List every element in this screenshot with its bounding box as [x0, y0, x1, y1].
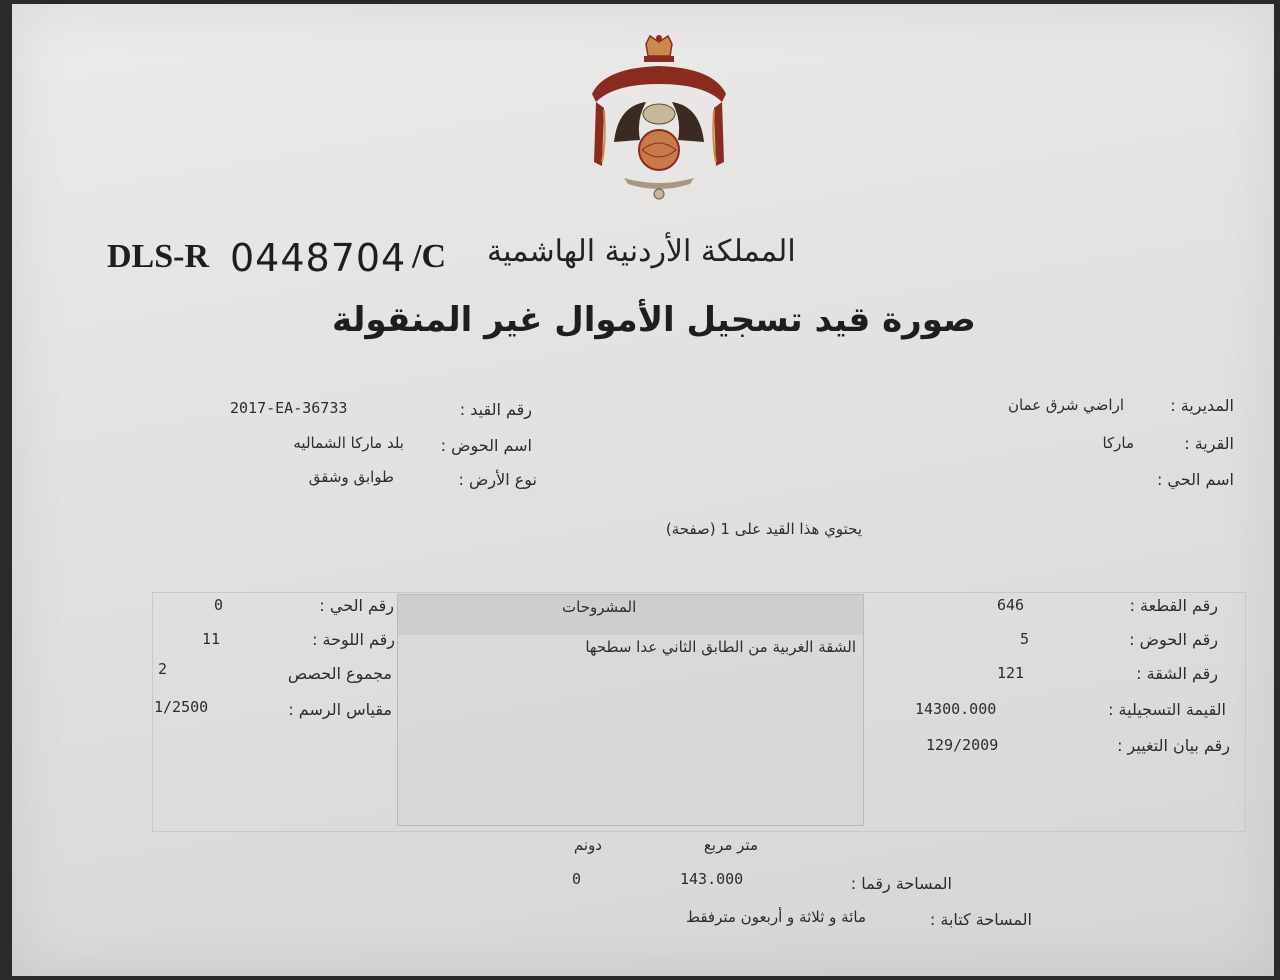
area-sqm-value: 143.000: [680, 870, 744, 888]
directorate-label: المديرية :: [1170, 396, 1234, 415]
remarks-box: [397, 594, 864, 826]
serial-prefix: DLS-R: [107, 238, 210, 275]
land-type-value: طوابق وشقق: [308, 468, 394, 486]
kingdom-name: المملكة الأردنية الهاشمية: [487, 234, 796, 269]
village-label: القرية :: [1184, 434, 1234, 453]
entry-no-label: رقم القيد :: [459, 400, 532, 419]
village-value: ماركا: [1102, 434, 1134, 452]
remarks-text: الشقة الغربية من الطابق الثاني عدا سطحها: [585, 638, 856, 656]
basin-name-label: اسم الحوض :: [440, 436, 532, 455]
area-dunum-value: 0: [572, 870, 582, 888]
page-title: صورة قيد تسجيل الأموال غير المنقولة: [332, 300, 976, 340]
dunum-header: دونم: [573, 836, 602, 854]
serial-suffix: /C: [412, 238, 446, 275]
shares-label: مجموع الحصص: [287, 664, 392, 683]
reg-value-value: 14300.000: [915, 700, 997, 718]
shares-value: 2: [158, 660, 168, 678]
remarks-header: المشروحات: [562, 598, 637, 616]
hay-no-label: رقم الحي :: [319, 596, 394, 615]
entry-no-value: 2017-EA-36733: [230, 399, 348, 417]
sqm-header: متر مربع: [703, 836, 758, 854]
hay-no-value: 0: [214, 596, 224, 614]
basin-no-label: رقم الحوض :: [1129, 630, 1218, 649]
reg-value-label: القيمة التسجيلية :: [1108, 700, 1226, 719]
neighborhood-label: اسم الحي :: [1156, 470, 1234, 489]
apartment-no-value: 121: [997, 664, 1025, 682]
area-written-label: المساحة كتابة :: [929, 910, 1032, 929]
document-sheet: [12, 4, 1274, 976]
board-no-label: رقم اللوحة :: [312, 630, 395, 649]
basin-no-value: 5: [1020, 630, 1030, 648]
plot-no-label: رقم القطعة :: [1129, 596, 1218, 615]
pages-note: يحتوي هذا القيد على 1 (صفحة): [665, 520, 862, 538]
plot-no-value: 646: [997, 596, 1025, 614]
board-no-value: 11: [202, 630, 221, 648]
change-stmt-label: رقم بيان التغيير :: [1117, 736, 1230, 755]
serial-number: 0448704: [230, 236, 407, 280]
change-stmt-value: 129/2009: [926, 736, 999, 754]
apartment-no-label: رقم الشقة :: [1136, 664, 1218, 683]
area-written-value: مائة و ثلاثة و أربعون مترفقط: [686, 908, 866, 926]
land-type-label: نوع الأرض :: [458, 470, 537, 489]
scale-label: مقياس الرسم :: [288, 700, 392, 719]
basin-name-value: بلد ماركا الشماليه: [293, 434, 404, 452]
area-numeric-label: المساحة رقما :: [850, 874, 952, 893]
jordan-emblem-icon: [584, 32, 734, 212]
scale-value: 1/2500: [154, 698, 209, 716]
directorate-value: اراضي شرق عمان: [1007, 396, 1124, 414]
